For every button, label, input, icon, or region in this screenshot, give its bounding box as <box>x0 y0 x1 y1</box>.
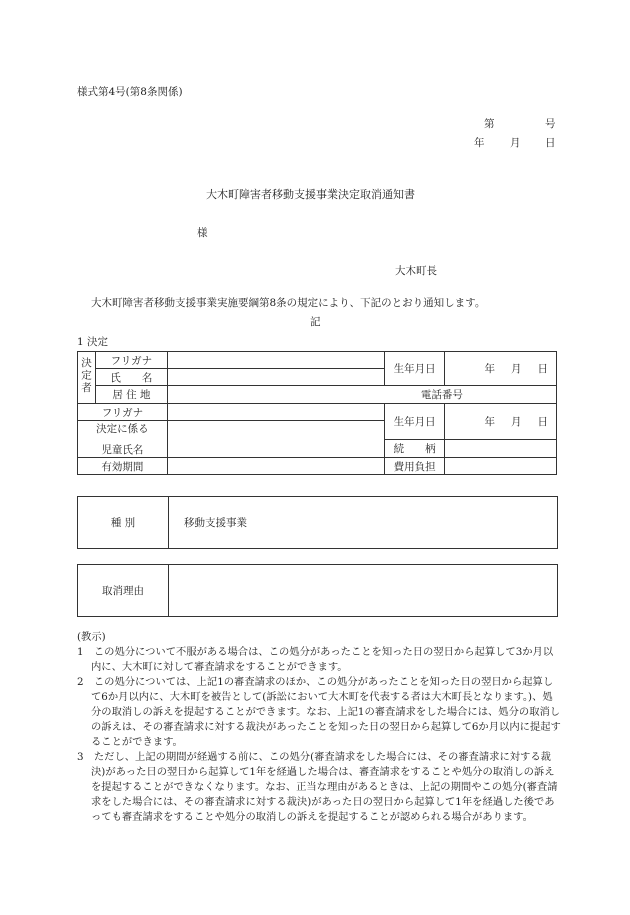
child-dob-month: 月 <box>511 416 522 428</box>
cost-value[interactable] <box>445 458 557 475</box>
document-title: 大木町障害者移動支援事業決定取消通知書 <box>206 188 415 201</box>
note-item-1: 1 この処分について不服がある場合は、この処分があったことを知った日の翌日から起算して3か月以内に、大木町に対して審査請求をすることができます。 <box>77 646 554 673</box>
reason-box <box>77 564 558 617</box>
address-label: 居 住 地 <box>95 386 167 404</box>
type-box <box>77 496 558 549</box>
intro-text: 大木町障害者移動支援事業実施要綱第8条の規定により、下記のとおり通知します。 <box>91 297 486 309</box>
relation-value[interactable] <box>445 440 557 458</box>
dob-label: 生年月日 <box>385 352 445 386</box>
date-month: 月 <box>510 137 521 149</box>
name-label: 氏 名 <box>95 369 167 386</box>
child-furigana-label: フリガナ <box>78 404 168 421</box>
date-day: 日 <box>545 137 556 149</box>
decision-table <box>77 351 557 475</box>
form-number: 様式第4号(第8条関係) <box>77 86 183 98</box>
child-dob-label: 生年月日 <box>385 404 445 440</box>
section-title: 1 決定 <box>77 336 109 348</box>
issuer: 大木町長 <box>395 265 437 277</box>
furigana-value[interactable] <box>167 352 384 369</box>
dob-month: 月 <box>511 363 522 375</box>
child-dob-value[interactable] <box>445 404 557 440</box>
type-value[interactable]: 移動支援事業 <box>184 517 247 529</box>
child-furigana-value[interactable] <box>167 404 384 421</box>
ki-label: 記 <box>310 316 321 328</box>
number-prefix: 第 <box>484 118 495 130</box>
cost-label: 費用負担 <box>385 458 445 475</box>
notes-section <box>77 630 562 825</box>
note-item-3: 3 ただし、上記の期間が経過する前に、この処分(審査請求をした場合には、その審査請求に対する裁決)があった日の翌日から起算して1年を経過した場合は、審査請求をすることや処分の取消しの訴えを提起することができなくなります。なお、正当な理由があるときは、上記の期間やこの処分(審査請求をした場合には、その審査請求に対する裁決)があった日の翌日から起算して1年を経過した後であっても審査請求をすることや処分の取消しの訴えを提起することが認められる場合があります。 <box>77 751 558 823</box>
child-name-value[interactable] <box>167 421 384 458</box>
type-label: 種 別 <box>78 497 169 548</box>
child-name-label: 決定に係る 児童氏名 <box>78 421 168 458</box>
child-dob-day: 日 <box>537 416 548 428</box>
child-dob-year: 年 <box>484 416 495 428</box>
phone-label: 電話番号 <box>420 389 463 401</box>
notes-title: (教示) <box>77 631 106 643</box>
dob-day: 日 <box>537 363 548 375</box>
dob-value[interactable] <box>445 352 557 386</box>
reason-label: 取消理由 <box>78 565 169 616</box>
date-year: 年 <box>474 137 485 149</box>
note-item-2: 2 この処分については、上記1の審査請求のほか、この処分があったことを知った日の翌日から起算して6か月以内に、大木町を被告として(訴訟において大木町を代表する者は大木町長となります。)、処分の取消しの訴えを提起することができます。なお、上記1の審査請求をした場合には、処分の取消しの訴えは、その審査請求に対する裁決があったことを知った日の翌日から起算して6か月以内に提起することができます。 <box>77 676 561 748</box>
valid-period-value[interactable] <box>167 458 384 475</box>
dob-year: 年 <box>484 363 495 375</box>
number-suffix: 号 <box>545 118 556 130</box>
valid-period-label: 有効期間 <box>78 458 168 475</box>
addressee-suffix: 様 <box>197 227 208 239</box>
relation-label: 続 柄 <box>385 440 445 458</box>
name-value[interactable] <box>167 369 384 386</box>
decided-person-label: 決定者 <box>78 352 96 404</box>
furigana-label: フリガナ <box>95 352 167 369</box>
address-value[interactable] <box>167 386 556 404</box>
